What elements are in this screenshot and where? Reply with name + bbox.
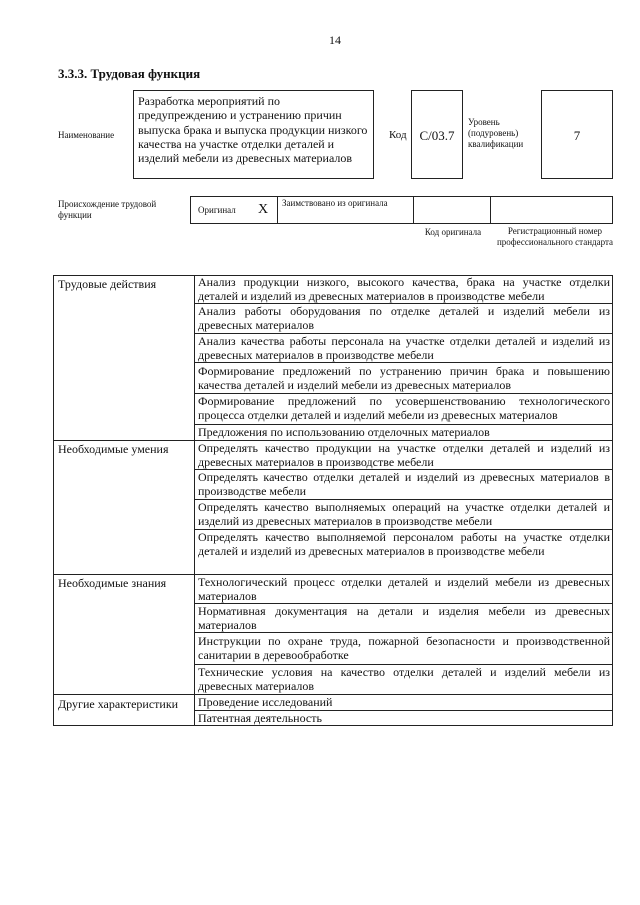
table-row: Анализ работы оборудования по отделке деталей и изделий мебели из древесных материалов — [198, 304, 610, 333]
table-row: Нормативная документация на детали и изделия мебели из древесных материалов — [198, 604, 610, 633]
level-value-box — [541, 90, 613, 179]
table-row: Анализ качества работы персонала на участке отделки деталей и изделий из древесных материалов в производстве мебели — [198, 334, 610, 363]
group-label-labor-actions: Трудовые действия — [58, 277, 157, 291]
level-value: 7 — [573, 128, 581, 143]
table-row: Формирование предложений по устранению причин брака и повышению качества деталей и изделий мебели из древесных материалов — [198, 364, 610, 393]
table-row: Инструкции по охране труда, пожарной безопасности и производственной санитарии в деревообработке — [198, 634, 610, 663]
code-value-box — [411, 90, 463, 179]
name-value: Разработка мероприятий по предупреждению и устранению причин выпуска брака и выпуска продукции низкого качества на участке отделки деталей и изделий мебели из древесных материалов — [138, 94, 368, 166]
table-row: Определять качество отделки деталей и изделий из древесных материалов в производстве мебели — [198, 470, 610, 499]
borrowed-label: Заимствовано из оригинала — [282, 198, 388, 208]
original-label: Оригинал — [198, 205, 236, 215]
table-row: Определять качество выполняемых операций на участке отделки деталей и изделий из древесных материалов в производстве мебели — [198, 500, 610, 529]
table-row: Анализ продукции низкого, высокого качества, брака на участке отделки деталей и изделий из древесных материалов в производстве мебели — [198, 275, 610, 304]
origin-label: Происхождение трудовой функции — [58, 199, 157, 220]
section-title: 3.3.3. Трудовая функция — [58, 66, 201, 81]
original-mark: X — [258, 202, 269, 217]
table-row: Проведение исследований — [198, 695, 333, 709]
code-value: C/03.7 — [419, 128, 455, 143]
name-value-box — [133, 90, 374, 179]
group-label-other: Другие характеристики — [58, 697, 179, 711]
table-row: Технические условия на качество отделки деталей и изделий мебели из древесных материалов — [198, 665, 610, 694]
group-label-skills: Необходимые умения — [58, 442, 169, 456]
code-label: Код — [389, 129, 407, 141]
table-row: Формирование предложений по усовершенствованию технологического процесса отделки деталей и изделий мебели из древесных материалов — [198, 394, 610, 423]
table-row: Патентная деятельность — [198, 711, 322, 725]
name-label: Наименование — [58, 130, 115, 140]
level-label: Уровень (подуровень) квалификации — [468, 117, 524, 149]
group-label-knowledge: Необходимые знания — [58, 576, 167, 590]
table-row: Определять качество продукции на участке отделки деталей и изделий из древесных материалов в производстве мебели — [198, 441, 610, 470]
table-row: Технологический процесс отделки деталей и изделий мебели из древесных материалов — [198, 575, 610, 604]
page-number: 14 — [329, 33, 341, 47]
table-row: Предложения по использованию отделочных материалов — [198, 425, 490, 439]
reg-number-label: Регистрационный номер профессионального стандарта — [496, 226, 614, 247]
table-row: Определять качество выполняемой персоналом работы на участке отделки деталей и изделий из древесных материалов в производстве мебели — [198, 530, 610, 559]
code-original-label: Код оригинала — [424, 227, 482, 237]
